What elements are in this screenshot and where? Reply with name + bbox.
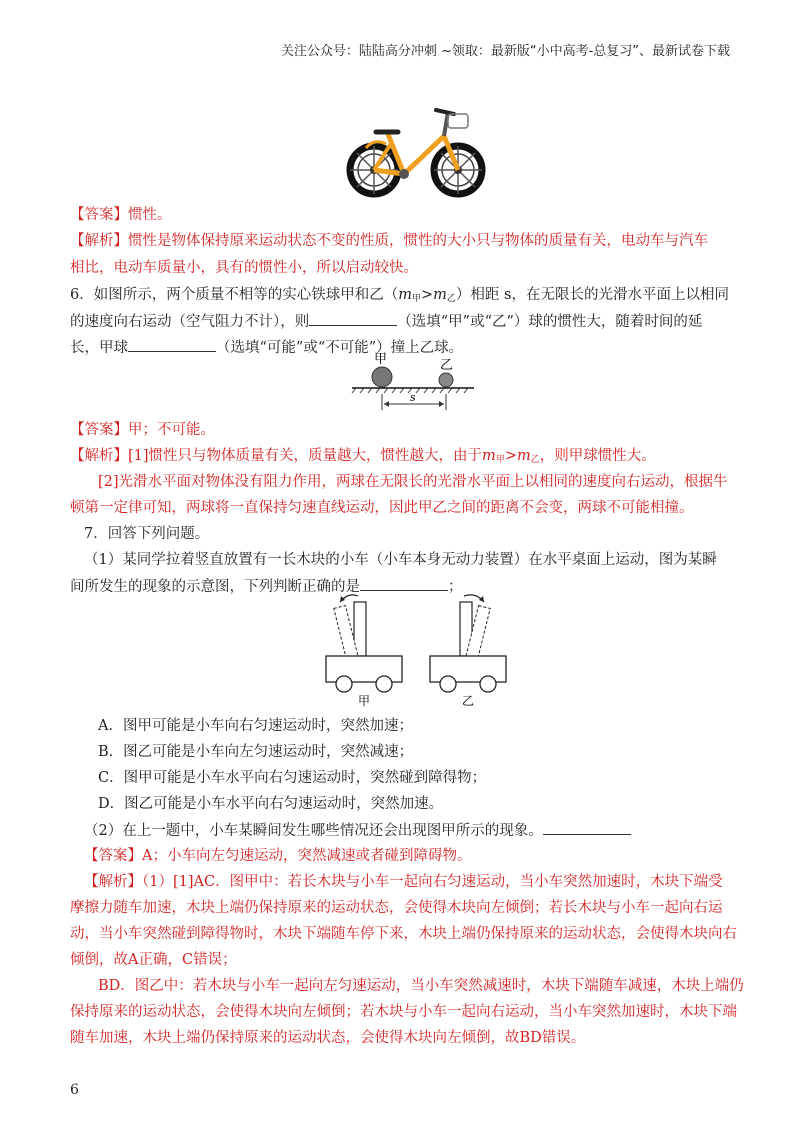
q6-answer [70, 420, 738, 441]
mass-symbol: m [516, 448, 531, 464]
option-b: B．图乙可能是小车向左匀速运动时，突然减速； [98, 744, 414, 760]
q7-analysis-line7: 随车加速，木块上端仍保持原来的运动状态，会使得木块向左倾倒，故BD错误。 [70, 1030, 586, 1046]
answer-label: 【答案】 [70, 207, 128, 223]
page-number: 6 [70, 1082, 79, 1098]
q6-text: ）相距 s，在无限长的光滑水平面上以相同 [455, 287, 729, 303]
label-yi: 乙 [462, 694, 475, 708]
q7-p1-line1: （1）某同学拉着竖直放置有一长木块的小车（小车本身无动力装置）在水平桌面上运动，图为某瞬 [84, 552, 717, 568]
option-a: A．图甲可能是小车向右匀速运动时，突然加速； [98, 718, 413, 734]
q6-text: 的速度向右运动（空气阻力不计），则 [70, 314, 310, 330]
q7-analysis-line2: 摩擦力随车加速，木块上端仍保持原来的运动状态，会使得木块向左倾倒；若长木块与小车一起向右运 [70, 900, 723, 916]
q6-analysis-line1 [70, 446, 738, 471]
analysis-text: ，则甲球惯性大。 [539, 448, 656, 464]
answer-label: 【答案】 [84, 848, 142, 864]
subscript-jia: 甲 [495, 455, 505, 465]
analysis-label: 【解析】 [70, 233, 128, 249]
answer-blank[interactable] [543, 820, 631, 835]
analysis-label: 【解析】 [70, 448, 128, 464]
label-yi: 乙 [440, 358, 454, 373]
gt-symbol: > [504, 448, 517, 464]
q6-text: 6．如图所示，两个质量不相等的实心铁球甲和乙（ [70, 287, 399, 303]
q7-text: （2）在上一题中，小车某瞬间发生哪些情况还会出现图甲所示的现象。 [84, 823, 543, 839]
option-c: C．图甲可能是小车水平向右匀速运动时，突然碰到障得物； [98, 770, 487, 786]
q6-text: （选填“可能”或“不可能”）撞上乙球。 [216, 340, 464, 356]
q7-analysis-line4: 倾倒，故A正确，C错误； [70, 952, 237, 968]
bicycle-illustration [336, 92, 496, 202]
mass-symbol: m [433, 287, 447, 303]
analysis-text: [1]惯性只与物体质量有关，质量越大，惯性越大，由于 [128, 448, 483, 464]
answer-text: A；小车向左匀速运动，突然减速或者碰到障碍物。 [142, 848, 472, 864]
wheel [376, 676, 392, 692]
ball-jia [372, 367, 392, 387]
subscript-yi: 乙 [530, 455, 540, 465]
analysis-label: 【解析】 [84, 874, 142, 890]
cart-body [430, 656, 506, 682]
q7-answer [84, 846, 752, 867]
answer-blank[interactable] [309, 311, 397, 326]
analysis-text: （1）[1]AC．图甲中：若长木块与小车一起向右匀速运动，当小车突然加速时，木块下端受 [142, 874, 723, 890]
q7-analysis-line5: BD．图乙中：若木块与小车一起向左匀速运动，当小车突然减速时，木块下端随车减速，木块上端仍 [98, 978, 744, 994]
subscript-yi: 乙 [446, 294, 456, 304]
answer-label: 【答案】 [70, 422, 128, 438]
analysis-text: 惯性是物体保持原来运动状态不变的性质，惯性的大小只与物体的质量有关，电动车与汽车 [128, 233, 708, 249]
wheel [480, 676, 496, 692]
q7-analysis-line6: 保持原来的运动状态，会使得木块向左倾倒；若木块与小车一起向右运动，当小车突然加速时，木块下端 [70, 1004, 737, 1020]
mass-symbol: m [398, 287, 412, 303]
answer-text: 惯性。 [128, 207, 172, 223]
q7-analysis-line1 [84, 872, 752, 893]
ball-yi [439, 373, 453, 387]
q7-analysis-line3: 动，当小车突然碰到障得物时，木块下端随车停下来，木块上端仍保持原来的运动状态，会使得木块向右 [70, 926, 737, 942]
cart-yi [430, 595, 506, 708]
q7-text: ； [448, 579, 463, 595]
q6-line2 [70, 311, 738, 333]
q6-line1 [70, 285, 738, 310]
label-jia: 甲 [358, 694, 371, 708]
q5-analysis-line2: 相比，电动车质量小，具有的惯性小，所以启动较快。 [70, 260, 418, 276]
q7-p2 [84, 820, 752, 842]
answer-text: 甲；不可能。 [128, 422, 215, 438]
label-s: s [410, 391, 416, 404]
balls-figure [350, 350, 480, 414]
option-d: D．图乙可能是小车水平向右匀速运动时，突然加速。 [98, 796, 444, 812]
cart-jia [326, 595, 402, 708]
answer-blank[interactable] [128, 337, 216, 352]
cart-body [326, 656, 402, 682]
q7-text: 间所发生的现象的示意图，下列判断正确的是 [70, 579, 360, 595]
q6-analysis2-line1: [2]光滑水平面对物体没有阻力作用，两球在无限长的光滑水平面上以相同的速度向右运动，根据牛 [98, 474, 728, 490]
q5-analysis-line1 [70, 231, 738, 252]
q6-text: 长，甲球 [70, 340, 128, 356]
page-header: 关注公众号：陆陆高分冲刺 ~领取：最新版“小中高考-总复习”、最新试卷下载 [280, 44, 730, 59]
label-jia: 甲 [374, 352, 388, 367]
subscript-jia: 甲 [411, 294, 421, 304]
q7-title: 7．回答下列问题。 [84, 526, 210, 542]
mass-symbol: m [482, 448, 496, 464]
q6-analysis2-line2: 顿第一定律可知，两球将一直保持匀速直线运动，因此甲乙之间的距离不会变，两球不可能相撞。 [70, 500, 694, 516]
q5-answer [70, 205, 738, 226]
wheel [336, 676, 352, 692]
cart-figure [318, 588, 518, 708]
wheel [440, 676, 456, 692]
gt-symbol: > [421, 287, 434, 303]
q6-text: （选填“甲”或“乙”）球的惯性大，随着时间的延 [397, 314, 703, 330]
